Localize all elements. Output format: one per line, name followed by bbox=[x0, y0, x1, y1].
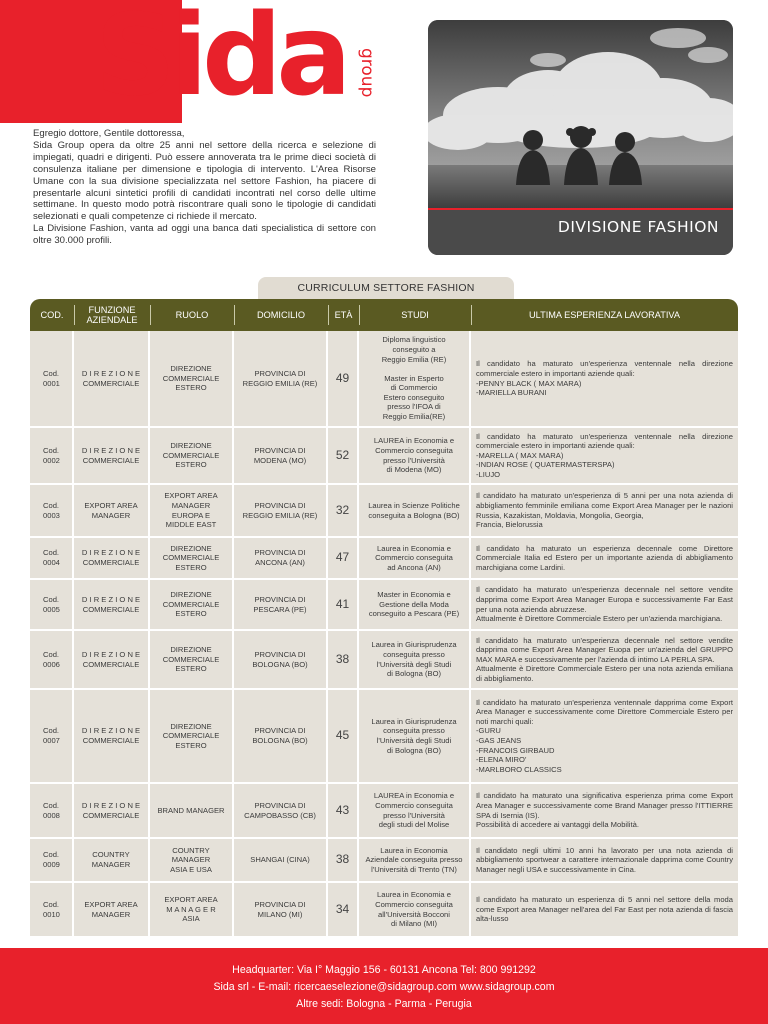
cell-esperienza: Il candidato ha maturato un'esperienza di 5 anni per una nota azienda di abbigliamento femminile emiliana come Export Area Manager per le nazioni Russia, Kazakistan, Moldavia, Mongolia, Georgia, Francia, Bielorussia bbox=[471, 485, 738, 536]
table-row bbox=[30, 538, 738, 580]
header-domicilio: DOMICILIO bbox=[257, 310, 305, 320]
table-row bbox=[30, 331, 738, 428]
cell-eta: 38 bbox=[328, 631, 357, 688]
cell-funzione: D I R E Z I O N E COMMERCIALE bbox=[74, 580, 148, 629]
cell-ruolo: DIREZIONE COMMERCIALE ESTERO bbox=[150, 538, 232, 578]
cell-cod: Cod. 0007 bbox=[30, 690, 72, 782]
cell-cod: Cod. 0006 bbox=[30, 631, 72, 688]
hero-image bbox=[428, 20, 733, 255]
table-header bbox=[30, 299, 738, 331]
cell-studi: Laurea in Economia Aziendale conseguita presso l'Università di Trento (TN) bbox=[359, 839, 469, 881]
cell-funzione: D I R E Z I O N E COMMERCIALE bbox=[74, 331, 148, 426]
header-studi: STUDI bbox=[401, 310, 429, 320]
table-row bbox=[30, 485, 738, 538]
cell-domicilio: PROVINCIA DI MILANO (MI) bbox=[234, 883, 326, 936]
cell-studi: Master in Economia e Gestione della Moda conseguito a Pescara (PE) bbox=[359, 580, 469, 629]
cell-domicilio: PROVINCIA DI ANCONA (AN) bbox=[234, 538, 326, 578]
cell-funzione: D I R E Z I O N E COMMERCIALE bbox=[74, 631, 148, 688]
cell-funzione: D I R E Z I O N E COMMERCIALE bbox=[74, 784, 148, 837]
cell-studi: Laurea in Giurisprudenza conseguita presso l'Università degli Studi di Bologna (BO) bbox=[359, 631, 469, 688]
logo-wordmark: Sida bbox=[95, 0, 346, 121]
cell-esperienza: Il candidato ha maturato un'esperienza ventennale nella direzione commerciale estero in importanti aziende quali: -MARELLA ( MAX MARA) -INDIAN ROSE ( QUATERMASTERSPA) -LIUJO bbox=[471, 428, 738, 483]
cell-studi: Laurea in Economia e Commercio conseguita all'Università Bocconi di Milano (MI) bbox=[359, 883, 469, 936]
table-row bbox=[30, 428, 738, 485]
header-funzione: FUNZIONE AZIENDALE bbox=[86, 305, 138, 325]
cell-esperienza: Il candidato ha maturato un'esperienza ventennale dapprima come Export Area Manager e successivamente come Direttore Commerciale Estero per noti marchi quali: -GURU -GAS JEANS -FRANCOIS GIRBAUD -ELENA MIRO' -MARLBORO CLASSICS bbox=[471, 690, 738, 782]
cell-cod: Cod. 0009 bbox=[30, 839, 72, 881]
cell-eta: 49 bbox=[328, 331, 357, 426]
cell-esperienza: Il candidato ha maturato una significativa esperienza prima come Export Area Manager e successivamente come Brand Manager presso l'ITTIERRE SPA di Isernia (IS). Possibilità di accedere ai vantaggi della Mobilità. bbox=[471, 784, 738, 837]
cell-cod: Cod. 0002 bbox=[30, 428, 72, 483]
cell-ruolo: BRAND MANAGER bbox=[150, 784, 232, 837]
footer-contacts: Sida srl - E-mail: ricercaeselezione@sidagroup.com www.sidagroup.com bbox=[213, 981, 555, 993]
table-row bbox=[30, 839, 738, 883]
cell-ruolo: DIREZIONE COMMERCIALE ESTERO bbox=[150, 631, 232, 688]
cell-esperienza: Il candidato ha maturato un esperienza decennale come Direttore Commerciale Italia ed Estero per un importante azienda di abbigliamento marchigiana come Lardini. bbox=[471, 538, 738, 578]
table-row bbox=[30, 784, 738, 839]
footer-headquarter: Headquarter: Via I° Maggio 156 - 60131 Ancona Tel: 800 991292 bbox=[232, 964, 536, 976]
cell-studi: Laurea in Scienze Politiche conseguita a Bologna (BO) bbox=[359, 485, 469, 536]
hero-caption-band bbox=[428, 208, 733, 255]
cell-funzione: D I R E Z I O N E COMMERCIALE bbox=[74, 428, 148, 483]
hero-title: DIVISIONE FASHION bbox=[557, 218, 719, 236]
cell-eta: 41 bbox=[328, 580, 357, 629]
table-row bbox=[30, 631, 738, 690]
cell-domicilio: PROVINCIA DI PESCARA (PE) bbox=[234, 580, 326, 629]
cell-ruolo: DIREZIONE COMMERCIALE ESTERO bbox=[150, 580, 232, 629]
cell-funzione: D I R E Z I O N E COMMERCIALE bbox=[74, 690, 148, 782]
cell-ruolo: EXPORT AREA MANAGER EUROPA E MIDDLE EAST bbox=[150, 485, 232, 536]
cell-studi: Laurea in Economia e Commercio conseguita ad Ancona (AN) bbox=[359, 538, 469, 578]
header-ruolo: RUOLO bbox=[175, 310, 209, 320]
header-cod: COD. bbox=[40, 310, 64, 320]
cell-cod: Cod. 0008 bbox=[30, 784, 72, 837]
header-eta: ETÀ bbox=[334, 310, 353, 320]
footer-other-offices: Altre sedi: Bologna - Parma - Perugia bbox=[296, 998, 472, 1010]
cell-domicilio: PROVINCIA DI CAMPOBASSO (CB) bbox=[234, 784, 326, 837]
cell-funzione: COUNTRY MANAGER bbox=[74, 839, 148, 881]
cell-eta: 32 bbox=[328, 485, 357, 536]
cell-cod: Cod. 0004 bbox=[30, 538, 72, 578]
cell-cod: Cod. 0005 bbox=[30, 580, 72, 629]
cell-esperienza: Il candidato ha maturato un'esperienza decennale nel settore vendite dapprima come Export Area Manager Europa e successivamente Far East per una nota azienda abruzzese. Attualmente è Direttore Commerciale Estero per un'azienda marchigiana. bbox=[471, 580, 738, 629]
cell-ruolo: DIREZIONE COMMERCIALE ESTERO bbox=[150, 690, 232, 782]
cell-studi: Laurea in Giurisprudenza conseguita presso l'Università degli Studi di Bologna (BO) bbox=[359, 690, 469, 782]
cell-esperienza: Il candidato ha maturato un esperienza di 5 anni nel settore della moda come Export area Manager nell'area del Far East per nota azienda di fascia alta-lusso bbox=[471, 883, 738, 936]
cell-eta: 34 bbox=[328, 883, 357, 936]
cell-esperienza: Il candidato negli ultimi 10 anni ha lavorato per una nota azienda di abbigliamento sportwear a carattere internazionale dapprima come Country Manager negli USA e successivamente in Cina. bbox=[471, 839, 738, 881]
cell-cod: Cod. 0010 bbox=[30, 883, 72, 936]
cell-ruolo: EXPORT AREA M A N A G E R ASIA bbox=[150, 883, 232, 936]
cell-ruolo: COUNTRY MANAGER ASIA E USA bbox=[150, 839, 232, 881]
cell-esperienza: Il candidato ha maturato un'esperienza decennale nel settore vendite dapprima come Export Area Manager Euopa per un'azienda del GRUPPO MAX MARA e successivamente per l'azienda di intimo LA PERLA SPA. Attualmente è Direttore Commerciale Estero per una nota azienda emiliana di abbigliamento. bbox=[471, 631, 738, 688]
logo-group-label: group bbox=[357, 48, 377, 98]
cell-ruolo: DIREZIONE COMMERCIALE ESTERO bbox=[150, 428, 232, 483]
table-row bbox=[30, 690, 738, 784]
cell-eta: 47 bbox=[328, 538, 357, 578]
cell-ruolo: DIREZIONE COMMERCIALE ESTERO bbox=[150, 331, 232, 426]
cell-eta: 45 bbox=[328, 690, 357, 782]
cell-domicilio: SHANGAI (CINA) bbox=[234, 839, 326, 881]
cell-funzione: EXPORT AREA MANAGER bbox=[74, 485, 148, 536]
children-sky-photo bbox=[428, 20, 733, 208]
cell-eta: 43 bbox=[328, 784, 357, 837]
cell-domicilio: PROVINCIA DI BOLOGNA (BO) bbox=[234, 690, 326, 782]
cell-domicilio: PROVINCIA DI MODENA (MO) bbox=[234, 428, 326, 483]
cell-domicilio: PROVINCIA DI BOLOGNA (BO) bbox=[234, 631, 326, 688]
cell-eta: 52 bbox=[328, 428, 357, 483]
footer bbox=[0, 948, 768, 1024]
cell-esperienza: Il candidato ha maturato un'esperienza ventennale nella direzione commerciale estero in importanti aziende quali: -PENNY BLACK ( MAX MARA) -MARIELLA BURANI bbox=[471, 331, 738, 426]
cell-cod: Cod. 0003 bbox=[30, 485, 72, 536]
cell-funzione: EXPORT AREA MANAGER bbox=[74, 883, 148, 936]
intro-letter: Egregio dottore, Gentile dottoressa, Sida Group opera da oltre 25 anni nel settore della ricerca e selezione di impiegati, quadri e dirigenti. Può essere annoverata tra le prime dieci società di consulenza italiane per dimensione e tipologia di intervento. L'Area Risorse Umane con la sua divisione specializzata nel settore Fashion, ha piacere di presentarle alcuni sintetici profili di candidati incontrati nel corso delle ultime settimane. In questo modo potrà riscontrare quali sono le tipologie di candidati selezionati e quali competenze ci richiede il mercato. La Divisione Fashion, vanta ad oggi una banca dati specialistica di settore con oltre 30.000 profili. bbox=[33, 128, 376, 247]
cell-domicilio: PROVINCIA DI REGGIO EMILIA (RE) bbox=[234, 331, 326, 426]
section-title: CURRICULUM SETTORE FASHION bbox=[258, 277, 514, 301]
sida-logo bbox=[95, 0, 395, 128]
cell-funzione: D I R E Z I O N E COMMERCIALE bbox=[74, 538, 148, 578]
cell-studi: LAUREA in Economia e Commercio conseguita presso l'Università degli studi del Molise bbox=[359, 784, 469, 837]
cell-studi: LAUREA in Economia e Commercio conseguita presso l'Università di Modena (MO) bbox=[359, 428, 469, 483]
cell-domicilio: PROVINCIA DI REGGIO EMILIA (RE) bbox=[234, 485, 326, 536]
table-row bbox=[30, 883, 738, 938]
cell-cod: Cod. 0001 bbox=[30, 331, 72, 426]
cell-eta: 38 bbox=[328, 839, 357, 881]
cell-studi: Diploma linguistico conseguito a Reggio Emilia (RE) Master in Esperto di Commercio Estero conseguito presso l'IFOA di Reggio Emilia(RE) bbox=[359, 331, 469, 426]
header-esperienza: ULTIMA ESPERIENZA LAVORATIVA bbox=[529, 310, 680, 320]
table-row bbox=[30, 580, 738, 631]
